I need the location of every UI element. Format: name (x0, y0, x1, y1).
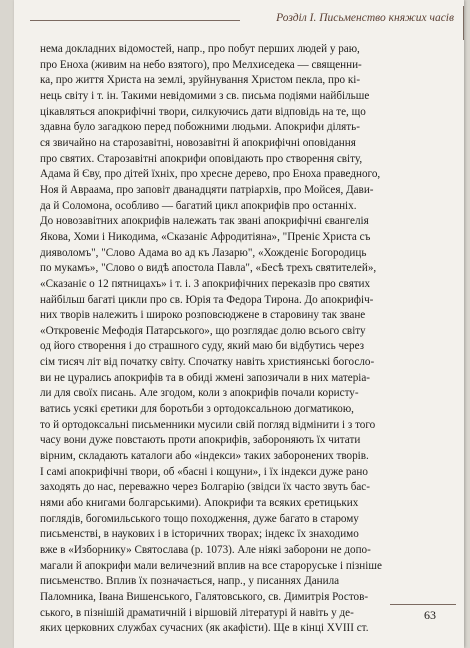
text-line: яких церковних службах сучасних (як акафісти). Ще в кінці XVIII ст. (40, 622, 369, 635)
text-line: нями або книгами болгарськими). Апокрифи та всяких єретицьких (40, 497, 359, 510)
text-line: да й Соломона, особливо — багатий цикл апокрифів про останніх. (40, 199, 357, 212)
text-line: поглядів, богомильського тощо походження, дуже багато в старому (40, 512, 359, 525)
text-line: по мукамъ», "Слово о видѣ апостола Павла", «Бесѣ трехъ святителей», (40, 262, 377, 275)
footer-rule (390, 604, 456, 605)
text-line: сім тисяч літ від початку світу. Спочатку навіть християнські богосло- (40, 356, 375, 369)
text-line: Ноя й Авраама, про заповіт дванадцяти патріархів, про Мойсея, Дави- (40, 183, 374, 196)
text-line: Адама й Єву, про дітей їхніх, про хресне дерево, про Еноха праведного, (40, 168, 381, 181)
text-line: цікавляться апокрифічні твори, силкуючись дати відповідь на те, що (40, 105, 366, 118)
text-line: письменстві, в наукових і в історичних творах; індекс їх знаходимо (40, 528, 359, 541)
text-line: Паломника, Івана Вишенського, Галятовського, св. Димитрія Ростов- (40, 590, 369, 603)
text-line: «Сказаніє о 12 пятницахъ» і т. і. З апокрифічних переказів про святих (40, 277, 371, 290)
header-corner-rule (463, 6, 464, 40)
text-line: письменство. Вплив їх позначається, напр., у писаннях Данила (40, 575, 340, 588)
text-line: ка, про життя Христа на землі, зруйнування Христом пекла, про кі- (40, 74, 361, 87)
text-line: од його створення і до страшного суду, який маю би відбутись через (40, 340, 365, 353)
text-line: нема докладних відомостей, напр., про побут перших людей у раю, (40, 43, 360, 55)
text-line: про святих. Старозавітні апокрифи оповідають про створення світу, (40, 152, 363, 165)
text-line: дияволомъ", "Слово Адама во ад къ Лазарю", «Хожденіє Богородиць (40, 246, 367, 259)
text-line: найбільш багаті цикли про св. Юрія та Федора Тирона. До апокрифіч- (40, 293, 374, 306)
text-line: ли для своїх писань. Але згодом, коли з апокрифів почали користу- (40, 387, 359, 400)
book-page (14, 0, 464, 648)
text-line: здавна було загадкою перед побожними людьми. Апокрифи ділять- (40, 121, 360, 134)
text-line: то й ортодоксальні письменники мусили свій погляд відмінити і з того (40, 418, 376, 431)
text-line: Якова, Хоми і Никодима, «Сказаніє Афродитіяна», "Преніє Христа съ (40, 230, 371, 243)
text-line: ватись усякі єретики для боротьби з ортодоксальною догматикою, (40, 403, 354, 416)
text-line: заходять до нас, переважно через Болгарію (звідси їх часто звуть бас- (40, 481, 370, 494)
page-number: 63 (424, 608, 436, 622)
text-line: про Еноха (живим на небо взятого), про Мелхиседека — священни- (40, 58, 362, 71)
text-line: часу вони дуже повстають проти апокрифів, забороняють їх читати (40, 434, 361, 447)
text-line: ся звичайно на старозавітні, новозавітні й апокрифічні оповідання (40, 136, 356, 149)
body-text (40, 42, 438, 637)
text-line: «Откровеніє Мефодія Патарського», що розглядає долю всього світу (40, 324, 366, 337)
text-line: вірним, складають каталоги або «індекси» таких заборонених творів. (40, 450, 369, 463)
text-line: нець світу і т. ін. Такими невідомими з св. письма подіями найбільше (40, 89, 370, 102)
text-line: ви не цурались апокрифів та в обиді жмені запозичали в них матеріа- (40, 371, 371, 384)
text-line: І самі апокрифічні твори, об «басні і кощуни», і їх індекси дуже рано (40, 465, 368, 478)
text-line: вже в «Изборнику» Святослава (р. 1073). Але ніякі заборони не допо- (40, 544, 371, 556)
text-line: них творів належить і широко розповсюджене в старовину так зване (40, 309, 366, 322)
running-head (14, 6, 464, 36)
chapter-title: Розділ І. Письменство княжих часів (276, 12, 454, 24)
text-line: ського, в пізнішій драматичній і віршовій літературі й навіть у де- (40, 606, 354, 619)
text-line: До новозавітних апокрифів належать так звані апокрифічні євангелія (40, 215, 369, 228)
text-line: магали й апокрифи мали величезний вплив на все староруське і пізніше (40, 559, 382, 572)
header-rule (30, 20, 240, 21)
